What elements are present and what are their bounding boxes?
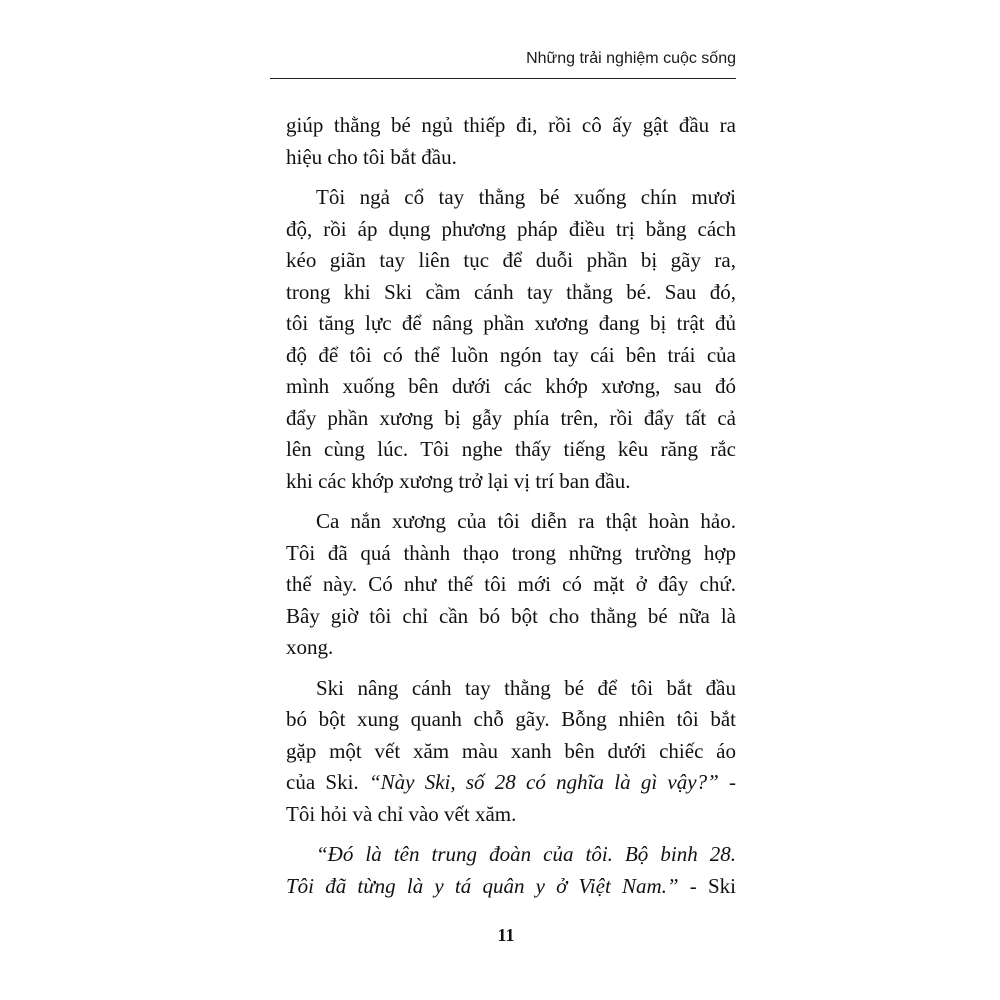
- text-span: của Ski.: [286, 770, 369, 794]
- text-line: gặp một vết xăm màu xanh bên dưới chiếc áo: [286, 738, 736, 763]
- page-number: 11: [497, 925, 515, 945]
- running-header: Những trải nghiệm cuộc sống: [526, 50, 736, 67]
- text-line: Ski nâng cánh tay thằng bé để tôi bắt đầu: [316, 675, 736, 700]
- text-line: [286, 871, 736, 903]
- text-line: Tôi ngả cổ tay thằng bé xuống chín mươi: [316, 185, 736, 209]
- text-span: - Ski: [678, 873, 736, 898]
- text-span: -: [718, 770, 737, 794]
- text-line: mình xuống bên dưới các khớp xương, sau đó: [286, 374, 736, 398]
- text-line: hiệu cho tôi bắt đầu.: [286, 144, 457, 169]
- text-line: kéo giãn tay liên tục để duỗi phần bị gãy ra,: [286, 248, 736, 272]
- text-line: giúp thằng bé ngủ thiếp đi, rồi cô ấy gật đầu ra: [286, 113, 736, 137]
- paragraph-5: [286, 839, 736, 902]
- text-line: độ để tôi có thể luồn ngón tay cái bên trái của: [286, 342, 736, 367]
- text-line: thế này. Có như thế tôi mới có mặt ở đây chứ.: [286, 572, 736, 596]
- text-line: lên cùng lúc. Tôi nghe thấy tiếng kêu răng rắc: [286, 437, 736, 461]
- text-line: độ, rồi áp dụng phương pháp điều trị bằng cách: [286, 216, 736, 241]
- text-line: Tôi hỏi và chỉ vào vết xăm.: [286, 801, 517, 826]
- quoted-speech: Tôi đã từng là y tá quân y ở Việt Nam.”: [286, 873, 679, 898]
- quoted-speech-line: “Đó là tên trung đoàn của tôi. Bộ binh 28.: [316, 842, 736, 866]
- text-line: Tôi đã quá thành thạo trong những trường hợp: [286, 540, 736, 565]
- quoted-speech: “Này Ski, số 28 có nghĩa là gì vậy?”: [368, 770, 719, 794]
- text-line: Bây giờ tôi chỉ cần bó bột cho thằng bé nữa là: [286, 603, 736, 628]
- text-line: [286, 767, 736, 799]
- paragraph-1: [286, 110, 736, 173]
- header-divider: [270, 78, 736, 79]
- text-line: khi các khớp xương trở lại vị trí ban đầu.: [286, 468, 631, 493]
- paragraph-2: [286, 182, 736, 497]
- paragraph-4: [286, 673, 736, 831]
- text-line: bó bột xung quanh chỗ gãy. Bỗng nhiên tôi bắt: [286, 707, 736, 731]
- text-line: tôi tăng lực để nâng phần xương đang bị trật đủ: [286, 311, 736, 335]
- body-text: [286, 110, 736, 911]
- text-line: đẩy phần xương bị gẫy phía trên, rồi đẩy tất cả: [286, 405, 736, 430]
- text-line: trong khi Ski cầm cánh tay thằng bé. Sau đó,: [286, 279, 736, 304]
- paragraph-3: [286, 506, 736, 664]
- text-line: Ca nắn xương của tôi diễn ra thật hoàn hảo.: [316, 509, 736, 533]
- text-line: xong.: [286, 635, 334, 659]
